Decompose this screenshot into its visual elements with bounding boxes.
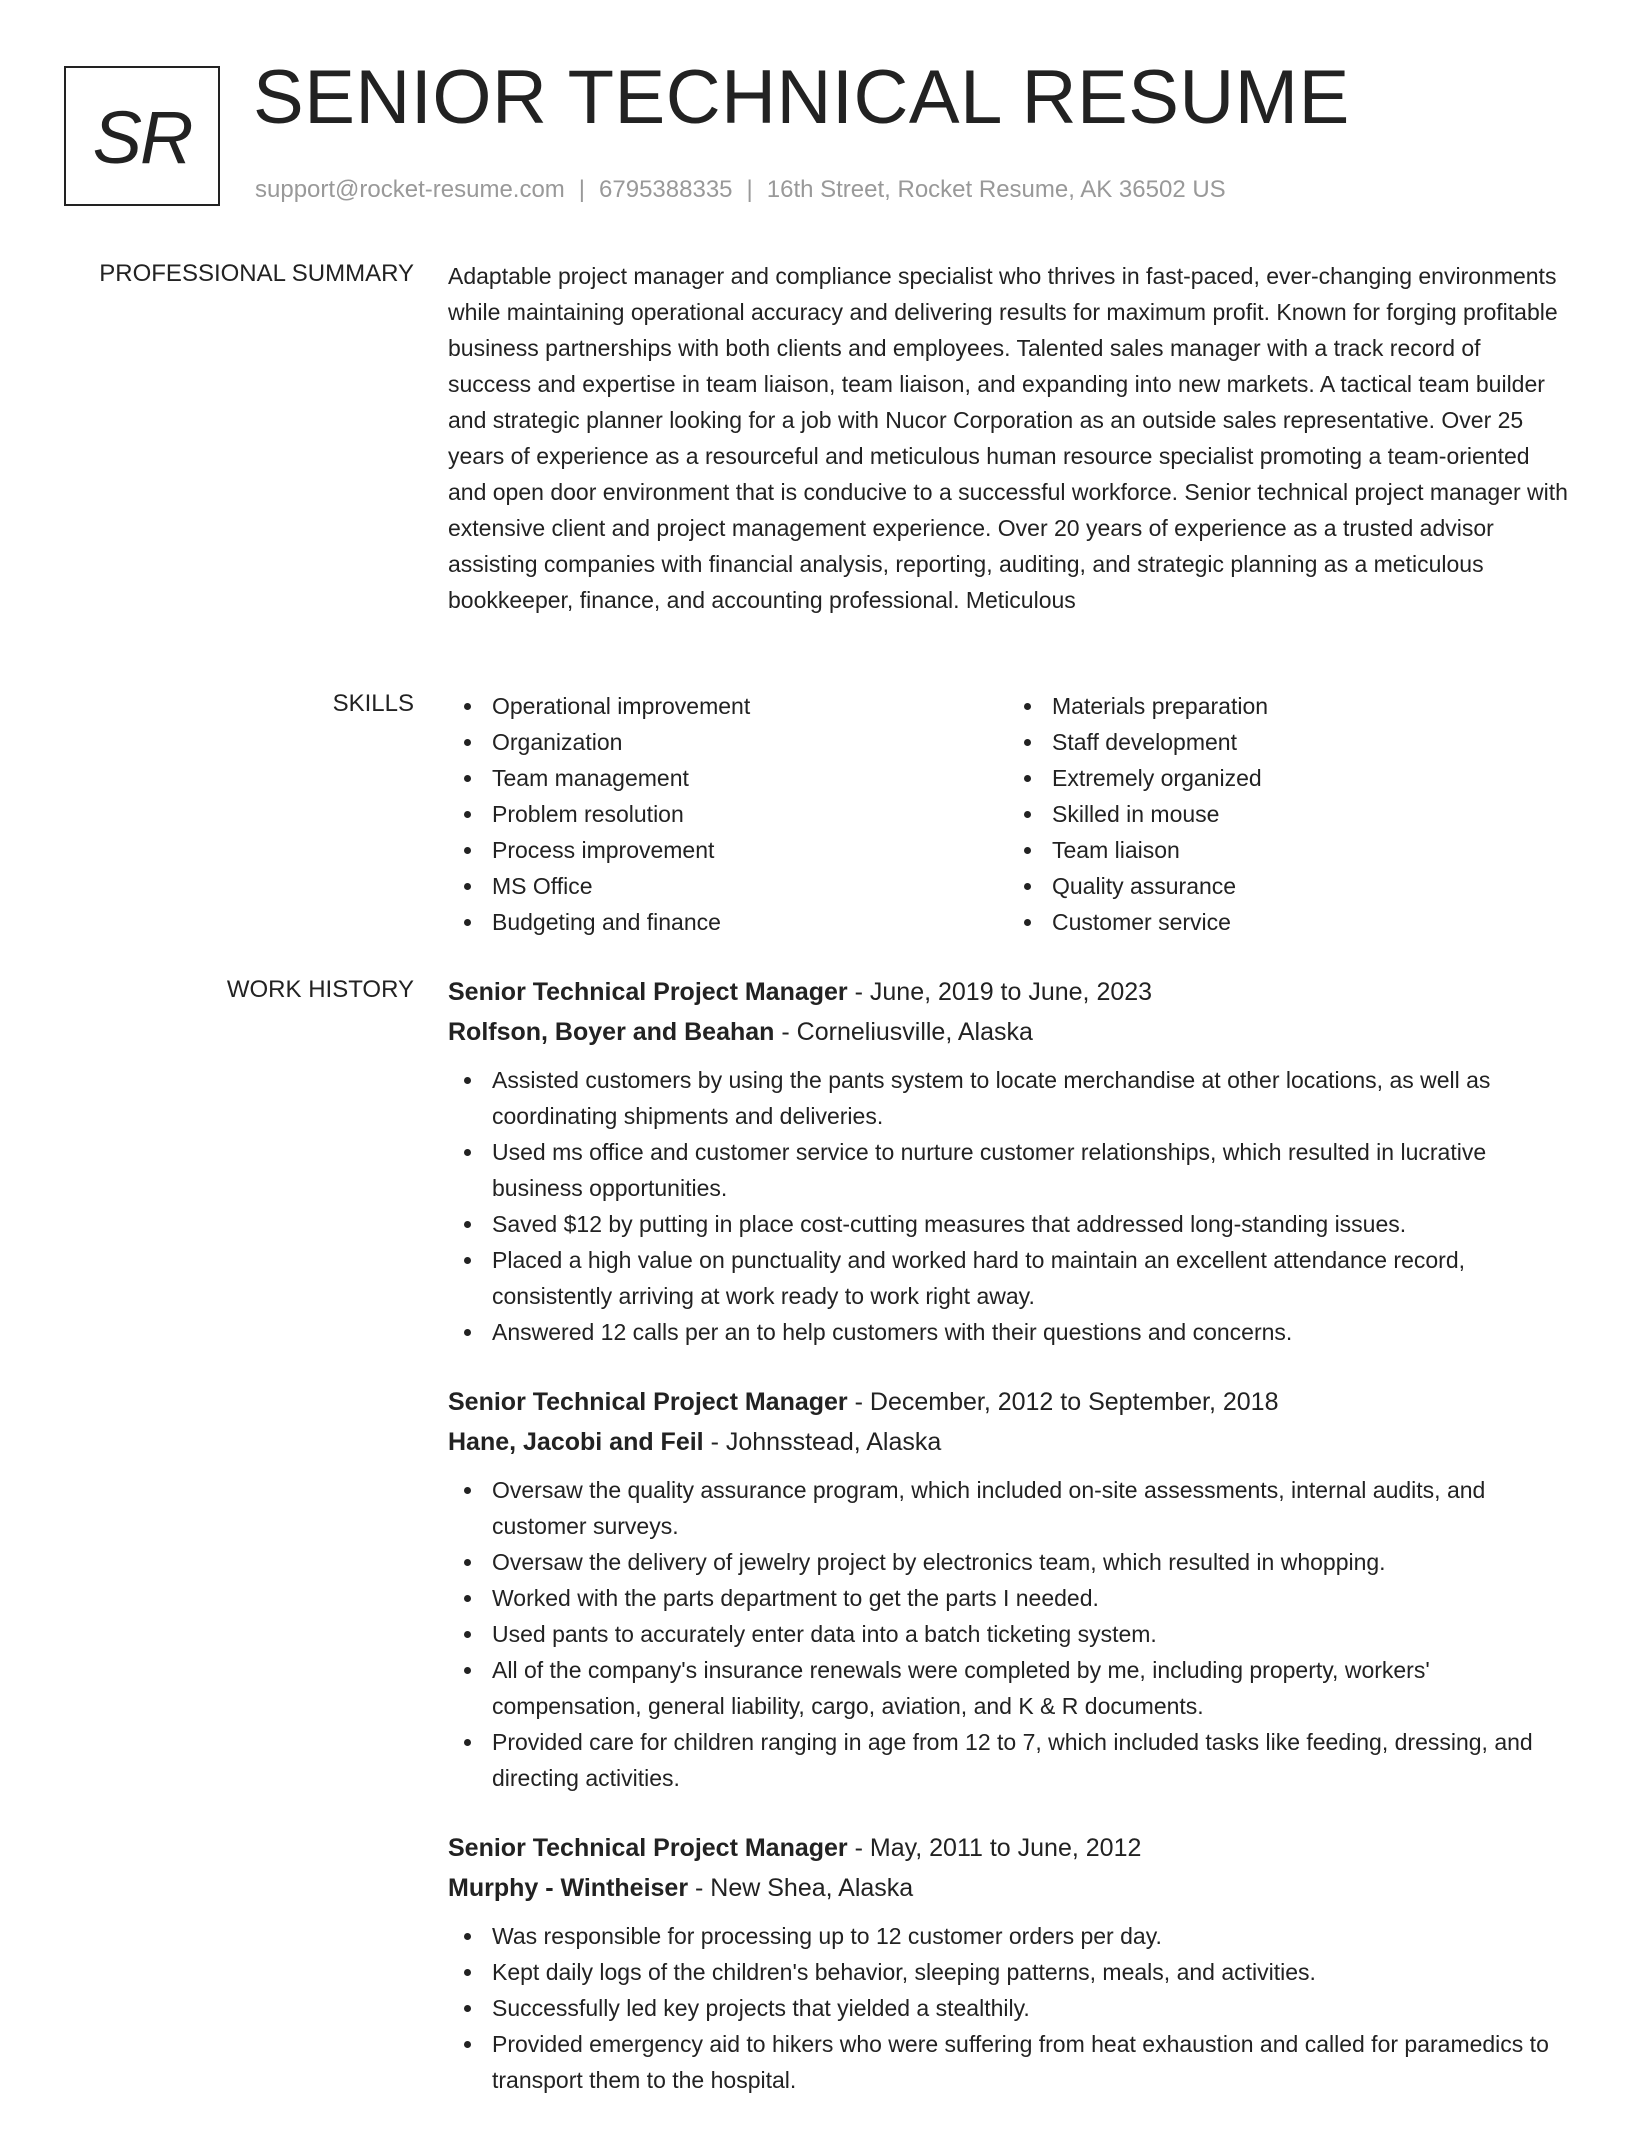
skill-item: Materials preparation xyxy=(1052,688,1568,724)
job-title-line xyxy=(448,1828,1568,1868)
skill-item: Team management xyxy=(492,760,1008,796)
summary-text: Adaptable project manager and compliance specialist who thrives in fast-paced, ever-changing environments while maintaining operational accuracy and delivering results for maximum profit. Known for forging profitable business partnerships with both clients and employees. Talented sales manager with a track record of success and expertise in team liaison, team liaison, and expanding into new markets. A tactical team builder and strategic planner looking for a job with Nucor Corporation as an outside sales representative. Over 25 years of experience as a resourceful and meticulous human resource specialist promoting a team-oriented and open door environment that is conducive to a successful workforce. Senior technical project manager with extensive client and project management experience. Over 20 years of experience as a trusted advisor assisting companies with financial analysis, reporting, auditing, and strategic planning as a meticulous bookkeeper, finance, and accounting professional. Meticulous xyxy=(448,263,1568,613)
job-dates: - May, 2011 to June, 2012 xyxy=(847,1834,1142,1862)
job-bullet: Placed a high value on punctuality and worked hard to maintain an excellent attendance record, consistently arriving at work ready to work right away. xyxy=(492,1242,1568,1314)
job-bullets xyxy=(448,1472,1568,1796)
job-title: Senior Technical Project Manager xyxy=(448,1388,848,1416)
monogram-initials: SR xyxy=(92,96,192,179)
job-company-line xyxy=(448,1012,1568,1052)
skill-item: Team liaison xyxy=(1052,832,1568,868)
job-company-line xyxy=(448,1868,1568,1908)
job-bullets xyxy=(448,1062,1568,1350)
job-dates: - June, 2019 to June, 2023 xyxy=(847,978,1153,1006)
skill-item: Staff development xyxy=(1052,724,1568,760)
job-entry xyxy=(448,1828,1568,2098)
skill-item: Operational improvement xyxy=(492,688,1008,724)
skills-list-left xyxy=(448,688,1008,940)
job-entry xyxy=(448,1382,1568,1796)
contact-line xyxy=(255,174,1226,206)
work-body xyxy=(448,972,1568,2130)
contact-address: 16th Street, Rocket Resume, AK 36502 US xyxy=(766,176,1226,203)
job-bullet: Oversaw the quality assurance program, which included on-site assessments, internal audits, and customer surveys. xyxy=(492,1472,1568,1544)
job-bullet: Provided emergency aid to hikers who were suffering from heat exhaustion and called for paramedics to transport them to the hospital. xyxy=(492,2026,1568,2098)
job-company: Rolfson, Boyer and Beahan xyxy=(448,1018,775,1046)
job-bullet: Was responsible for processing up to 12 customer orders per day. xyxy=(492,1918,1568,1954)
job-bullet: All of the company's insurance renewals were completed by me, including property, workers' compensation, general liability, cargo, aviation, and K & R documents. xyxy=(492,1652,1568,1724)
job-bullet: Oversaw the delivery of jewelry project by electronics team, which resulted in whopping. xyxy=(492,1544,1568,1580)
work-heading: WORK HISTORY xyxy=(226,976,414,1003)
summary-body xyxy=(448,258,1568,618)
job-bullet: Saved $12 by putting in place cost-cutting measures that addressed long-standing issues. xyxy=(492,1206,1568,1242)
summary-heading: PROFESSIONAL SUMMARY xyxy=(99,260,414,287)
skill-item: Quality assurance xyxy=(1052,868,1568,904)
job-location: - New Shea, Alaska xyxy=(688,1874,914,1902)
job-bullet: Assisted customers by using the pants system to locate merchandise at other locations, as well as coordinating shipments and deliveries. xyxy=(492,1062,1568,1134)
job-bullet: Worked with the parts department to get the parts I needed. xyxy=(492,1580,1568,1616)
skill-item: MS Office xyxy=(492,868,1008,904)
job-bullet: Answered 12 calls per an to help customers with their questions and concerns. xyxy=(492,1314,1568,1350)
skill-item: Customer service xyxy=(1052,904,1568,940)
job-company-line xyxy=(448,1422,1568,1462)
job-bullet: Kept daily logs of the children's behavior, sleeping patterns, meals, and activities. xyxy=(492,1954,1568,1990)
skill-item: Budgeting and finance xyxy=(492,904,1008,940)
job-bullet: Provided care for children ranging in age from 12 to 7, which included tasks like feeding, dressing, and directing activities. xyxy=(492,1724,1568,1796)
job-dates: - December, 2012 to September, 2018 xyxy=(847,1388,1279,1416)
contact-separator: | xyxy=(746,176,753,203)
skill-item: Extremely organized xyxy=(1052,760,1568,796)
job-bullet: Successfully led key projects that yielded a stealthily. xyxy=(492,1990,1568,2026)
skills-heading: SKILLS xyxy=(332,690,414,717)
job-bullet: Used ms office and customer service to nurture customer relationships, which resulted in lucrative business opportunities. xyxy=(492,1134,1568,1206)
skill-item: Organization xyxy=(492,724,1008,760)
job-company: Hane, Jacobi and Feil xyxy=(448,1428,704,1456)
skill-item: Skilled in mouse xyxy=(1052,796,1568,832)
job-bullet: Used pants to accurately enter data into a batch ticketing system. xyxy=(492,1616,1568,1652)
job-title-line xyxy=(448,1382,1568,1422)
skill-item: Process improvement xyxy=(492,832,1008,868)
job-title-line xyxy=(448,972,1568,1012)
skills-body xyxy=(448,688,1568,940)
job-title: Senior Technical Project Manager xyxy=(448,1834,848,1862)
skills-columns xyxy=(448,688,1568,940)
job-bullets xyxy=(448,1918,1568,2098)
job-company: Murphy - Wintheiser xyxy=(448,1874,689,1902)
job-location: - Johnsstead, Alaska xyxy=(703,1428,942,1456)
skill-item: Problem resolution xyxy=(492,796,1008,832)
monogram-box xyxy=(64,66,220,206)
job-entry xyxy=(448,972,1568,1350)
contact-phone: 6795388335 xyxy=(599,176,733,203)
job-title: Senior Technical Project Manager xyxy=(448,978,848,1006)
resume-title: SENIOR TECHNICAL RESUME xyxy=(253,55,1350,140)
skills-list-right xyxy=(1008,688,1568,940)
job-location: - Corneliusville, Alaska xyxy=(774,1018,1033,1046)
contact-separator: | xyxy=(578,176,586,203)
contact-email: support@rocket-resume.com xyxy=(255,176,565,203)
